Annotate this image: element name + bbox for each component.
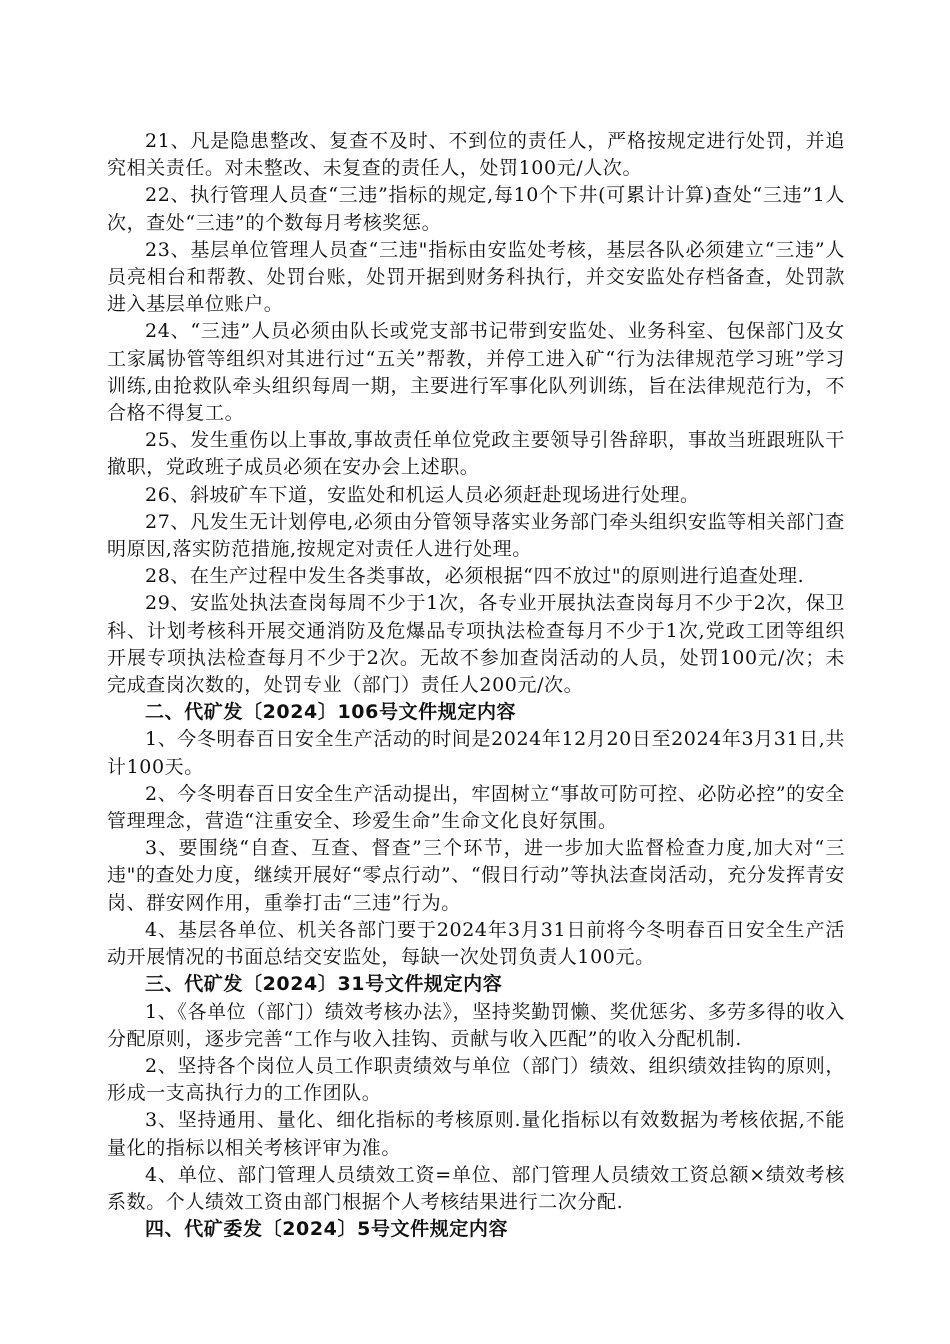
paragraph: 1、今冬明春百日安全生产活动的时间是2024年12月20日至2024年3月31日,共计100天。 (107, 728, 845, 778)
paragraph: 3、坚持通用、量化、细化指标的考核原则.量化指标以有效数据为考核依据,不能量化的指标以相关考核评审为准。 (107, 1109, 845, 1159)
paragraph: 2、今冬明春百日安全生产活动提出，牢固树立“事故可防可控、必防必控”的安全管理理念，营造“注重安全、珍爱生命”生命文化良好氛围。 (107, 782, 845, 833)
paragraph: 25、发生重伤以上事故,事故责任单位党政主要领导引咎辞职，事故当班跟班队干撤职，党政班子成员必须在安办会上述职。 (107, 429, 845, 479)
paragraph: 4、基层各单位、机关各部门要于2024年3月31日前将今冬明春百日安全生产活动开展情况的书面总结交安监处，每缺一次处罚负责人100元。 (107, 918, 845, 969)
paragraph: 26、斜坡矿车下道，安监处和机运人员必须赶赴现场进行处理。 (145, 483, 700, 506)
paragraph: 29、安监处执法查岗每周不少于1次，各专业开展执法查岗每月不少于2次，保卫科、计划考核科开展交通消防及危爆品专项执法检查每月不少于1次,党政工团等组织开展专项执法检查每月不少于2次。无故不参加查岗活动的人员，处罚100元/次；未完成查岗次数的，处罚专业（部门）责任人200元/次。 (107, 592, 845, 697)
paragraph: 24、“三违”人员必须由队长或党支部书记带到安监处、业务科室、包保部门及女工家属协管等组织对其进行过“五关”帮教，并停工进入矿“行为法律规范学习班”学习训练,由抢救队牵头组织每周一期，主要进行军事化队列训练，旨在法律规范行为，不合格不得复工。 (107, 320, 845, 425)
section-heading: 三、代矿发〔2024〕31号文件规定内容 (145, 973, 503, 996)
paragraph: 22、执行管理人员查“三违”指标的规定,每10个下井(可累计计算)查处“三违”1人次，查处“三违”的个数每月考核奖惩。 (107, 184, 845, 234)
section-heading: 四、代矿委发〔2024〕5号文件规定内容 (145, 1218, 509, 1241)
paragraph: 27、凡发生无计划停电,必须由分管领导落实业务部门牵头组织安监等相关部门查明原因,落实防范措施,按规定对责任人进行处理。 (107, 510, 845, 561)
paragraph: 1、《各单位（部门）绩效考核办法》，坚持奖勤罚懒、奖优惩劣、多劳多得的收入分配原则，逐步完善“工作与收入挂钩、贡献与收入匹配”的收入分配机制. (107, 1000, 845, 1050)
paragraph: 23、基层单位管理人员查“三违"指标由安监处考核，基层各队必须建立“三违”人员亮相台和帮教、处罚台账，处罚开据到财务科执行，并交安监处存档备查，处罚款进入基层单位账户。 (107, 238, 845, 316)
paragraph: 28、在生产过程中发生各类事故，必须根据“四不放过"的原则进行追查处理. (145, 565, 805, 588)
paragraph: 3、要围绕“自查、互查、督查”三个环节，进一步加大监督检查力度,加大对“三违"的查处力度，继续开展好“零点行动”、“假日行动”等执法查岗活动，充分发挥青安岗、群安网作用，重拳打击“三违”行为。 (107, 837, 845, 914)
document-body (107, 128, 845, 1243)
paragraph: 2、坚持各个岗位人员工作职责绩效与单位（部门）绩效、组织绩效挂钩的原则，形成一支高执行力的工作团队。 (107, 1054, 845, 1105)
section-heading: 二、代矿发〔2024〕106号文件规定内容 (145, 701, 517, 724)
paragraph: 21、凡是隐患整改、复查不及时、不到位的责任人，严格按规定进行处罚，并追究相关责任。对未整改、未复查的责任人，处罚100元/人次。 (107, 130, 845, 180)
paragraph: 4、单位、部门管理人员绩效工资=单位、部门管理人员绩效工资总额×绩效考核系数。个人绩效工资由部门根据个人考核结果进行二次分配. (107, 1163, 845, 1213)
